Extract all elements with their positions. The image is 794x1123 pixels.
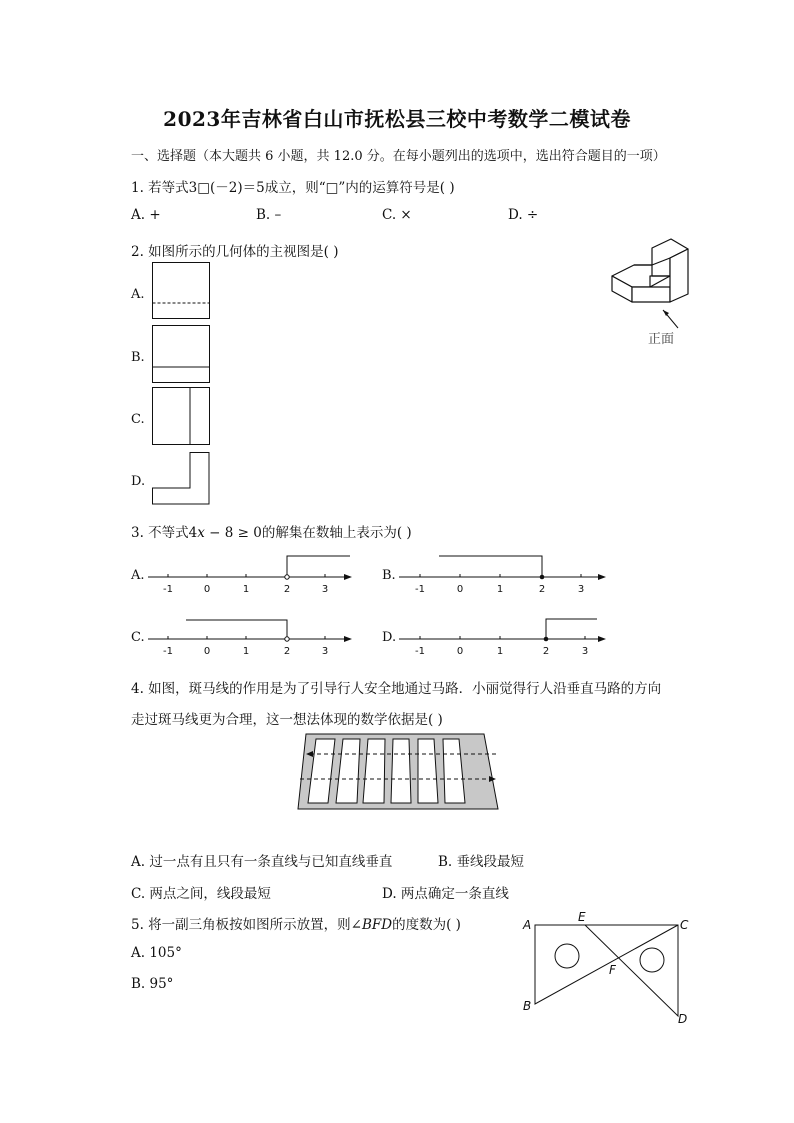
- question-3-option-c: C.: [131, 630, 145, 645]
- tick-label: 1: [496, 584, 504, 595]
- tick-label: 0: [456, 584, 464, 595]
- point-label-b: B: [523, 999, 532, 1013]
- question-4-option-c: C. 两点之间，线段最短: [131, 886, 271, 902]
- section-heading: 一、选择题（本大题共 6 小题，共 12.0 分。在每小题列出的选项中，选出符合题目的一项）: [131, 149, 666, 164]
- tick-label: 3: [321, 584, 329, 595]
- tick-label: -1: [415, 646, 425, 657]
- tick-label: -1: [163, 584, 173, 595]
- tick-label: 0: [203, 646, 211, 657]
- view-option-b: [152, 325, 212, 385]
- question-1-option-d: D. ÷: [508, 207, 539, 223]
- solid-figure: [600, 236, 700, 351]
- question-5-option-a: A. 105°: [131, 945, 182, 961]
- figure-caption-front: 正面: [648, 332, 675, 347]
- point-label-d: D: [678, 1012, 688, 1026]
- question-1-option-a: A. +: [131, 207, 161, 223]
- tick-label: 2: [542, 646, 550, 657]
- question-3-option-a: A.: [131, 568, 145, 583]
- question-2-option-c: C.: [131, 412, 145, 427]
- point-label-a: A: [523, 918, 532, 932]
- view-option-a: [152, 262, 212, 322]
- tick-label: 2: [283, 584, 291, 595]
- question-1-stem: 1. 若等式3□(－2)＝5成立，则“□”内的运算符号是( ): [131, 180, 455, 196]
- view-option-d: [152, 452, 212, 507]
- point-label-c: C: [680, 918, 689, 932]
- tick-label: 1: [496, 646, 504, 657]
- tick-label: 1: [242, 584, 250, 595]
- question-5-stem: 5. 将一副三角板按如图所示放置，则∠𝐵𝐹𝐷的度数为( ): [131, 917, 461, 933]
- number-line-b: [399, 552, 614, 597]
- question-1-option-b: B. –: [256, 207, 282, 223]
- question-4-stem-line2: 走过斑马线更为合理，这一想法体现的数学依据是( ): [131, 712, 443, 728]
- question-3-option-b: B.: [382, 568, 396, 583]
- question-2-stem: 2. 如图所示的几何体的主视图是( ): [131, 244, 339, 260]
- question-2-option-d: D.: [131, 474, 146, 489]
- question-2-option-b: B.: [131, 350, 145, 365]
- zebra-crossing-figure: [296, 733, 502, 813]
- tick-label: 2: [538, 584, 546, 595]
- tick-label: -1: [163, 646, 173, 657]
- tick-label: 0: [203, 584, 211, 595]
- tick-label: 3: [581, 646, 589, 657]
- point-label-e: E: [578, 910, 586, 924]
- question-2-option-a: A.: [131, 287, 145, 302]
- point-label-f: F: [609, 963, 616, 977]
- tick-label: 2: [283, 646, 291, 657]
- number-line-c: [148, 614, 358, 659]
- tick-label: 3: [321, 646, 329, 657]
- question-5-option-b: B. 95°: [131, 976, 174, 992]
- tick-label: 0: [456, 646, 464, 657]
- tick-label: 3: [577, 584, 585, 595]
- triangle-boards-figure: [518, 908, 698, 1028]
- question-4-stem-line1: 4. 如图，斑马线的作用是为了引导行人安全地通过马路．小丽觉得行人沿垂直马路的方向: [131, 681, 662, 697]
- question-3-option-d: D.: [382, 630, 397, 645]
- number-line-a: [148, 552, 358, 597]
- page-title: 2023年吉林省白山市抚松县三校中考数学二模试卷: [163, 107, 631, 131]
- tick-label: -1: [415, 584, 425, 595]
- question-4-option-b: B. 垂线段最短: [438, 854, 525, 870]
- question-4-option-d: D. 两点确定一条直线: [382, 886, 509, 902]
- question-4-option-a: A. 过一点有且只有一条直线与已知直线垂直: [131, 854, 393, 870]
- tick-label: 1: [242, 646, 250, 657]
- question-1-option-c: C. ×: [382, 207, 412, 223]
- question-3-stem: 3. 不等式4𝑥 − 8 ≥ 0的解集在数轴上表示为( ): [131, 525, 412, 541]
- number-line-d: [399, 614, 614, 659]
- view-option-c: [152, 387, 212, 447]
